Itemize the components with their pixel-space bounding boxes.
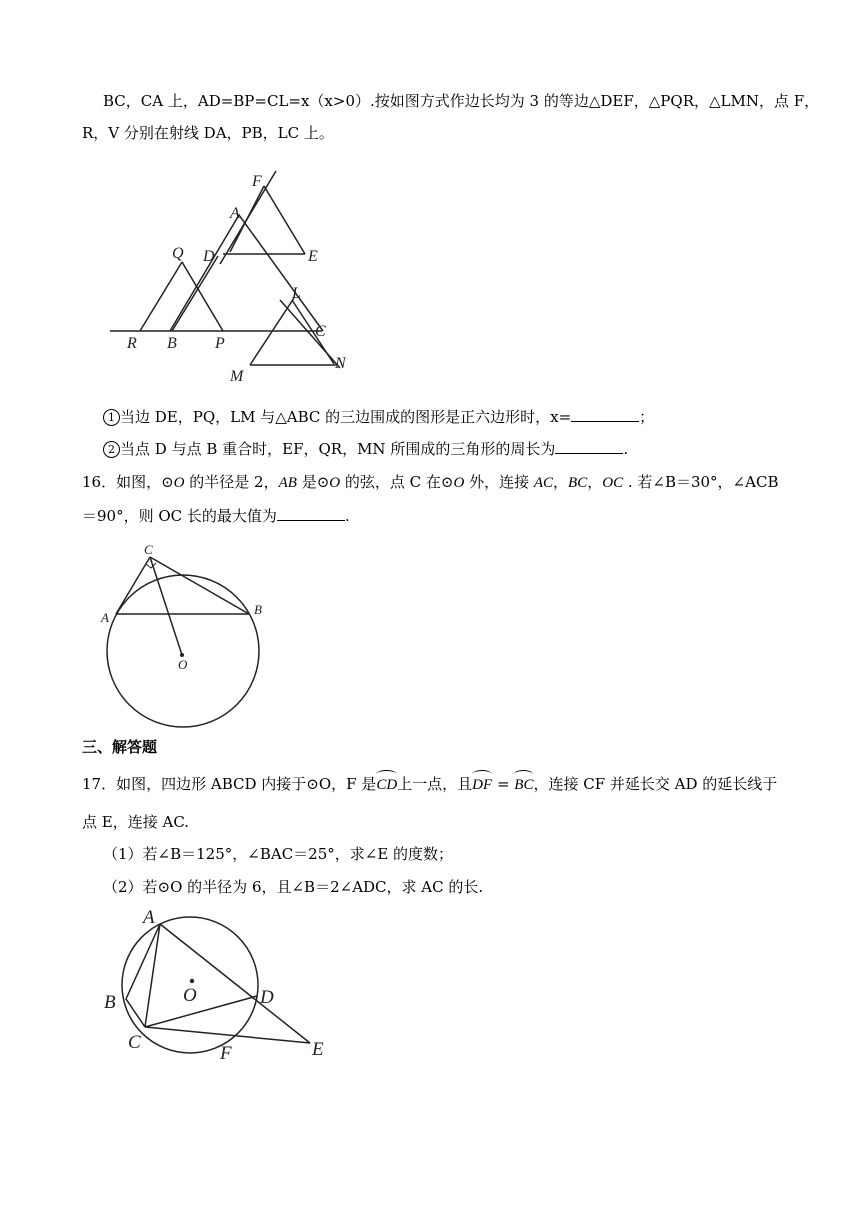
q16-line2: ＝90°，则 OC 长的最大值为 . (82, 507, 350, 525)
label-B: B (254, 602, 262, 617)
label-E: E (312, 1039, 324, 1060)
label-N: N (335, 355, 346, 372)
q17-line2: 点 E，连接 AC. (82, 813, 190, 831)
q16-line1: 16．如图，⊙O 的半径是 2，AB 是⊙O 的弦，点 C 在⊙O 外，连接 AC，BC，OC . 若∠B＝30°，∠ACB (82, 473, 779, 491)
q15-sub2-text: 当点 D 与点 B 重合时，EF，QR，MN 所围成的三角形的周长为 (120, 440, 556, 458)
arc-BC: BC (514, 773, 533, 795)
label-A: A (230, 205, 240, 222)
label-F: F (220, 1043, 232, 1064)
arc-DF: DF (472, 773, 492, 795)
label-A: A (143, 907, 155, 928)
label-B: B (167, 335, 177, 352)
circled-number-1: 1 (103, 409, 120, 426)
label-D: D (260, 987, 274, 1008)
label-C: C (144, 542, 153, 557)
label-D: D (203, 248, 215, 265)
label-F: F (252, 173, 262, 190)
q17-part1: （1）若∠B＝125°，∠BAC＝25°，求∠E 的度数； (103, 845, 454, 863)
label-L: L (292, 285, 301, 302)
label-Q: Q (172, 245, 184, 262)
label-B: B (104, 992, 116, 1013)
q17-part2: （2）若⊙O 的半径为 6，且∠B＝2∠ADC，求 AC 的长. (103, 878, 484, 896)
circled-number-2: 2 (103, 441, 120, 458)
label-O: O (178, 657, 188, 672)
label-C: C (128, 1032, 141, 1053)
label-M: M (230, 368, 244, 385)
label-A: A (101, 610, 109, 625)
label-P: P (215, 335, 225, 352)
label-O: O (183, 985, 197, 1006)
q15-sub2: 2 当点 D 与点 B 重合时，EF，QR，MN 所围成的三角形的周长为 . (103, 439, 628, 459)
section-heading: 三、解答题 (82, 738, 158, 756)
q15-sub1-text: 当边 DE，PQ，LM 与△ABC 的三边围成的图形是正六边形时，x= (120, 408, 572, 426)
arc-CD: CD (376, 773, 397, 795)
q15-line1: BC，CA 上，AD=BP=CL=x（x>0）.按如图方式作边长均为 3 的等边△DEF，△PQR，△LMN，点 F， (103, 92, 820, 110)
q17-line1: 17．如图，四边形 ABCD 内接于⊙O，F 是CD上一点，且DF = BC，连接 CF 并延长交 AD 的延长线于 (82, 775, 778, 793)
label-C: C (315, 323, 326, 340)
label-R: R (127, 335, 137, 352)
q15-line2: R，V 分别在射线 DA，PB，LC 上。 (82, 124, 334, 142)
label-E: E (308, 248, 318, 265)
q15-sub1: 1 当边 DE，PQ，LM 与△ABC 的三边围成的图形是正六边形时，x= ； (103, 407, 654, 427)
